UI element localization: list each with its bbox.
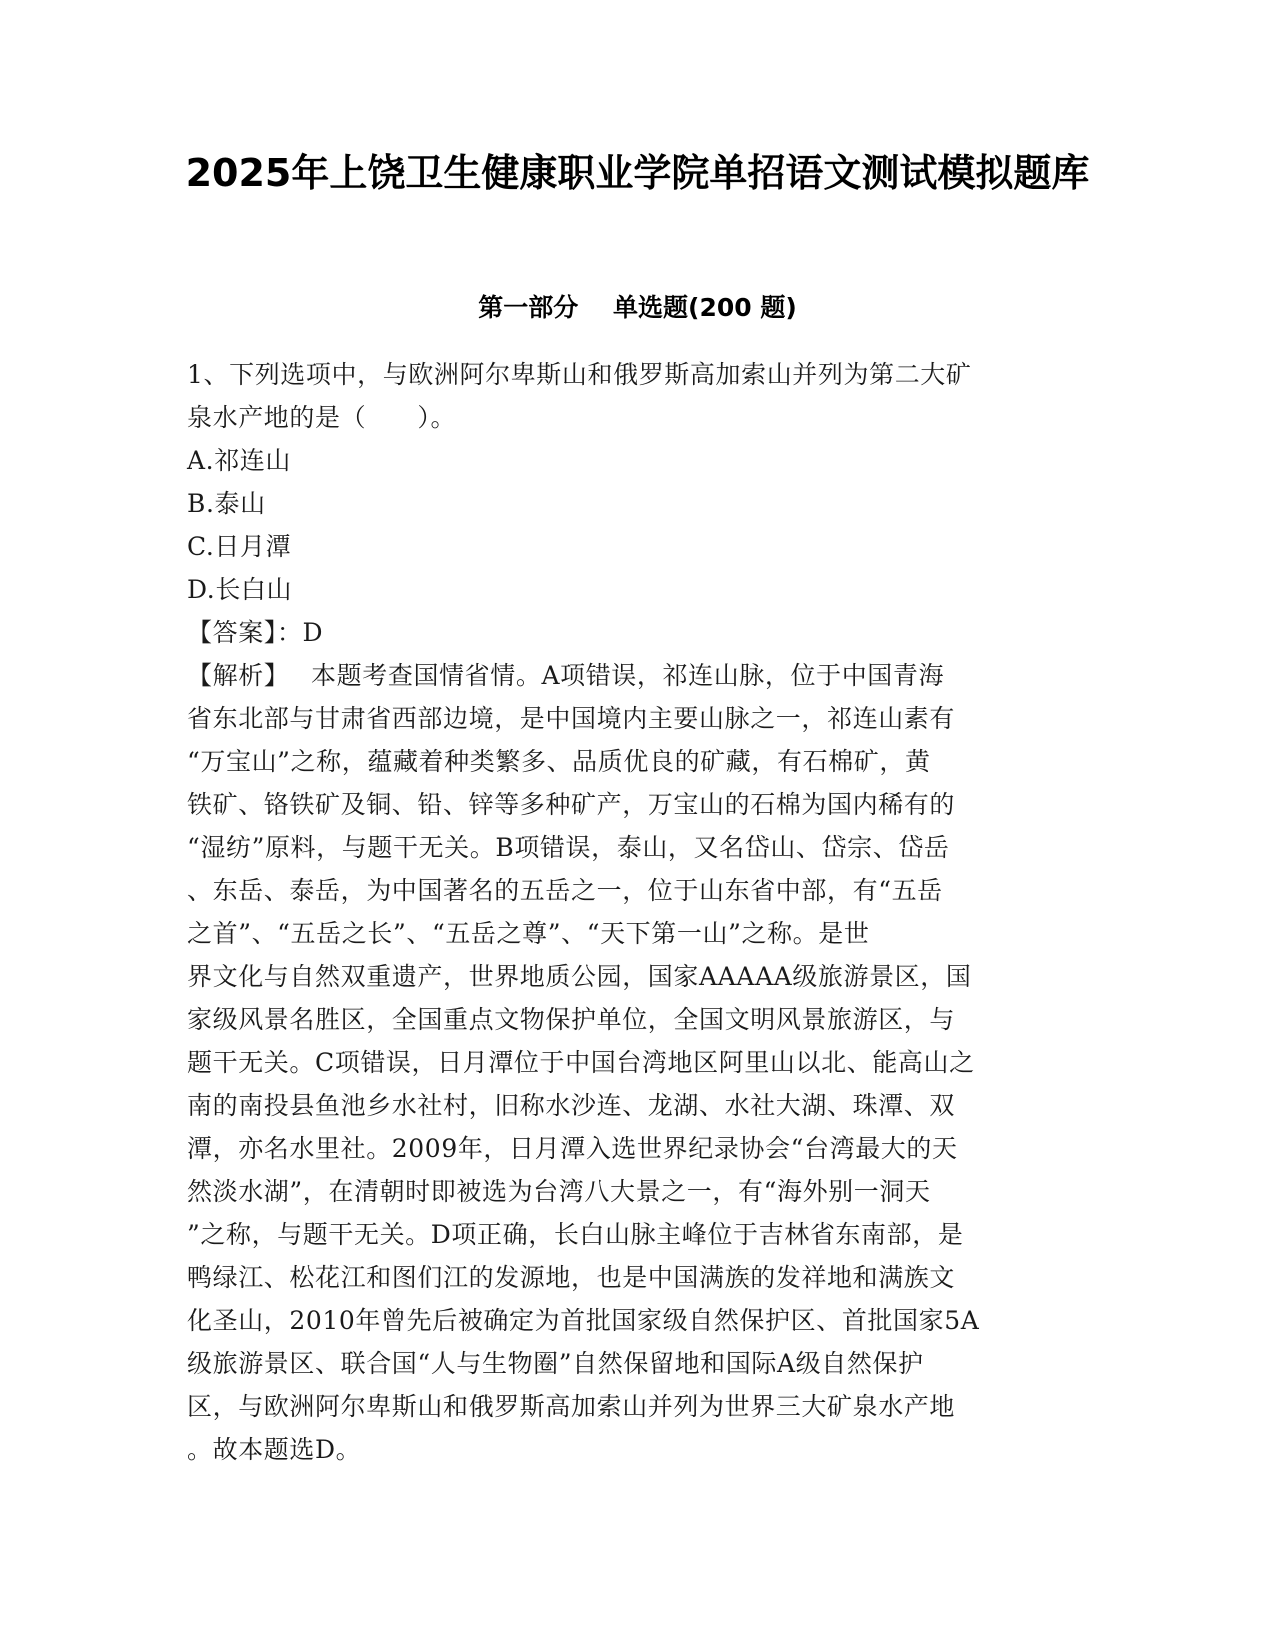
analysis-line: 级旅游景区、联合国“人与生物圈”自然保留地和国际A级自然保护 (187, 1349, 924, 1378)
answer-line (187, 611, 1077, 654)
analysis-line: 鸭绿江、松花江和图们江的发源地，也是中国满族的发祥地和满族文 (187, 1263, 956, 1292)
analysis-line: 题干无关。C项错误，日月潭位于中国台湾地区阿里山以北、能高山之 (187, 1048, 975, 1077)
option-letter: A. (187, 446, 215, 475)
analysis-line: 区，与欧洲阿尔卑斯山和俄罗斯高加索山并列为世界三大矿泉水产地 (187, 1392, 956, 1421)
section-heading: 第一部分 单选题(200 题) (478, 293, 797, 322)
option-c (187, 525, 1077, 568)
analysis-line: 。故本题选D。 (187, 1435, 362, 1464)
question-stem-line: 泉水产地的是（ ）。 (187, 403, 457, 432)
option-text: 日月潭 (214, 532, 292, 561)
analysis-line: 南的南投县鱼池乡水社村，旧称水沙连、龙湖、水社大湖、珠潭、双 (187, 1091, 956, 1120)
question-block (187, 353, 1077, 1471)
analysis-line: 潭，亦名水里社。2009年，日月潭入选世界纪录协会“台湾最大的天 (187, 1134, 958, 1163)
answer-label: 【答案】： (187, 618, 303, 647)
analysis-line: 、东岳、泰岳，为中国著名的五岳之一，位于山东省中部，有“五岳 (187, 876, 943, 905)
analysis-line: ”之称，与题干无关。D项正确，长白山脉主峰位于吉林省东南部，是 (187, 1220, 964, 1249)
analysis-line: 之首”、“五岳之长”、“五岳之尊”、“天下第一山”之称。是世 (187, 919, 870, 948)
page-title: 2025年上饶卫生健康职业学院单招语文测试模拟题库 (185, 151, 1090, 195)
option-letter: B. (187, 489, 215, 518)
question-stem-line: 1、下列选项中，与欧洲阿尔卑斯山和俄罗斯高加索山并列为第二大矿 (187, 360, 972, 389)
option-a (187, 439, 1077, 482)
analysis-line: 省东北部与甘肃省西部边境，是中国境内主要山脉之一，祁连山素有 (187, 704, 956, 733)
analysis-line: 然淡水湖”，在清朝时即被选为台湾八大景之一，有“海外别一洞天 (187, 1177, 931, 1206)
analysis-label: 【解析】 (187, 661, 277, 690)
option-text: 长白山 (215, 575, 293, 604)
analysis-line: 铁矿、铬铁矿及铜、铅、锌等多种矿产，万宝山的石棉为国内稀有的 (187, 790, 956, 819)
answer-value: D (302, 618, 324, 647)
analysis-line: 化圣山，2010年曾先后被确定为首批国家级自然保护区、首批国家5A (187, 1306, 980, 1335)
analysis-line: 家级风景名胜区，全国重点文物保护单位，全国文明风景旅游区，与 (187, 1005, 956, 1034)
option-text: 祁连山 (214, 446, 292, 475)
option-d (187, 568, 1077, 611)
option-text: 泰山 (214, 489, 266, 518)
option-letter: D. (187, 575, 216, 604)
analysis-line: “万宝山”之称，蕴藏着种类繁多、品质优良的矿藏，有石棉矿，黄 (187, 747, 931, 776)
option-b (187, 482, 1077, 525)
analysis-text: 本题考查国情省情。A项错误，祁连山脉，位于中国青海 (276, 661, 945, 690)
analysis-line: “湿纺”原料，与题干无关。B项错误，泰山，又名岱山、岱宗、岱岳 (187, 833, 950, 862)
analysis-line: 界文化与自然双重遗产，世界地质公园，国家AAAAA级旅游景区，国 (187, 962, 972, 991)
option-letter: C. (187, 532, 215, 561)
analysis-line (187, 654, 1077, 697)
